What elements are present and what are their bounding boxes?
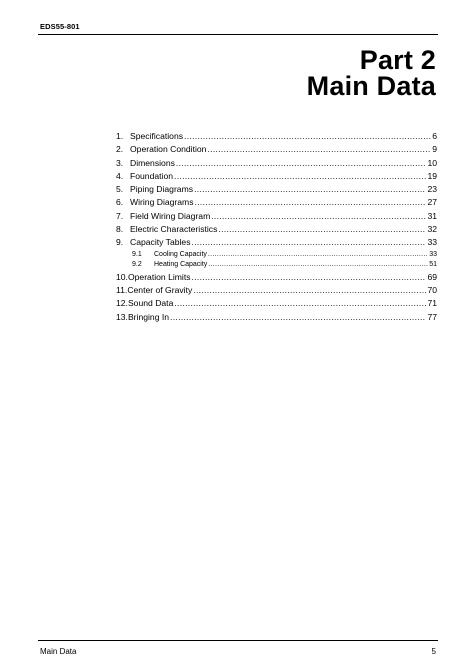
toc-entry-electric-characteristics[interactable]	[116, 223, 437, 236]
toc-entry-center-of-gravity[interactable]	[116, 284, 437, 297]
toc-title: Operation Limits	[127, 271, 191, 282]
toc-number: 6.	[116, 197, 124, 208]
toc-title: Sound Data	[127, 298, 174, 309]
header-rule	[38, 34, 438, 35]
toc-entry-dimensions[interactable]	[116, 157, 437, 170]
toc-leader-dots	[218, 223, 426, 236]
toc-leader-dots	[193, 284, 426, 297]
toc-entry-operation-limits[interactable]	[116, 271, 437, 284]
toc-page: 31	[427, 210, 437, 221]
toc-leader-dots	[195, 196, 427, 209]
toc-number: 8.	[116, 224, 124, 235]
toc-leader-dots	[176, 157, 427, 170]
toc-number: 5.	[116, 184, 124, 195]
toc-page: 9	[432, 144, 437, 155]
toc-page: 32	[427, 224, 437, 235]
toc-leader-dots	[208, 250, 428, 261]
toc-entry-wiring-diagrams[interactable]	[116, 196, 437, 209]
toc-title: Cooling Capacity	[154, 250, 207, 258]
toc-number: 2.	[116, 144, 124, 155]
toc-title: Wiring Diagrams	[130, 197, 194, 208]
toc-title: Capacity Tables	[130, 237, 191, 248]
toc-entry-capacity-tables[interactable]	[116, 236, 437, 249]
toc-title: Bringing In	[127, 311, 170, 322]
toc-leader-dots	[192, 271, 427, 284]
toc-leader-dots	[174, 297, 426, 310]
part-title-line1: Part 2	[359, 45, 436, 75]
toc-number: 9.2	[132, 261, 142, 269]
toc-page: 19	[427, 170, 437, 181]
part-title	[307, 47, 436, 99]
toc-leader-dots	[207, 143, 431, 156]
toc-title: Dimensions	[130, 157, 175, 168]
toc-leader-dots	[192, 236, 427, 249]
toc-number: 3.	[116, 157, 124, 168]
toc-title: Operation Condition	[130, 144, 207, 155]
document-code: EDS55-801	[40, 22, 80, 31]
toc-entry-field-wiring-diagram[interactable]	[116, 210, 437, 223]
toc-entry-bringing-in[interactable]	[116, 311, 437, 324]
toc-number: 13.	[116, 311, 128, 322]
toc-leader-dots	[211, 210, 426, 223]
toc-number: 4.	[116, 170, 124, 181]
toc-page: 70	[427, 285, 437, 296]
toc-page: 77	[427, 311, 437, 322]
toc-entry-piping-diagrams[interactable]	[116, 183, 437, 196]
toc-number: 12.	[116, 298, 128, 309]
toc-title: Heating Capacity	[154, 261, 208, 269]
toc-title: Field Wiring Diagram	[130, 210, 211, 221]
toc-title: Foundation	[130, 170, 174, 181]
toc-leader-dots	[194, 183, 426, 196]
toc-entry-operation-condition[interactable]	[116, 143, 437, 156]
toc-entry-sound-data[interactable]	[116, 297, 437, 310]
toc-entry-foundation[interactable]	[116, 170, 437, 183]
toc-number: 9.	[116, 237, 124, 248]
toc-page: 10	[427, 157, 437, 168]
toc-title: Piping Diagrams	[130, 184, 194, 195]
toc-subentry-heating-capacity[interactable]	[116, 260, 437, 271]
toc-title: Specifications	[130, 131, 184, 141]
footer-rule	[38, 640, 438, 641]
toc-page: 69	[427, 271, 437, 282]
toc-leader-dots	[184, 130, 431, 143]
toc-number: 11.	[116, 285, 128, 296]
toc-title: Electric Characteristics	[130, 224, 218, 235]
footer-section-name: Main Data	[40, 647, 77, 656]
toc-page: 6	[432, 131, 437, 141]
toc-page: 51	[429, 261, 437, 269]
footer-page-number: 5	[431, 647, 436, 656]
toc-page: 71	[427, 298, 437, 309]
toc-number: 1.	[116, 131, 124, 141]
toc-page: 33	[427, 237, 437, 248]
toc-leader-dots	[208, 260, 428, 271]
toc-page: 33	[429, 250, 437, 258]
toc-entry-specifications[interactable]	[116, 130, 437, 143]
toc-number: 7.	[116, 210, 124, 221]
toc-title: Center of Gravity	[127, 285, 193, 296]
part-title-line2: Main Data	[306, 71, 436, 101]
toc-page: 27	[427, 197, 437, 208]
toc-number: 9.1	[132, 250, 142, 258]
toc-page: 23	[427, 184, 437, 195]
toc-number: 10.	[116, 271, 128, 282]
table-of-contents	[116, 130, 437, 324]
toc-leader-dots	[174, 170, 426, 183]
toc-leader-dots	[170, 311, 426, 324]
toc-subentry-cooling-capacity[interactable]	[116, 250, 437, 261]
